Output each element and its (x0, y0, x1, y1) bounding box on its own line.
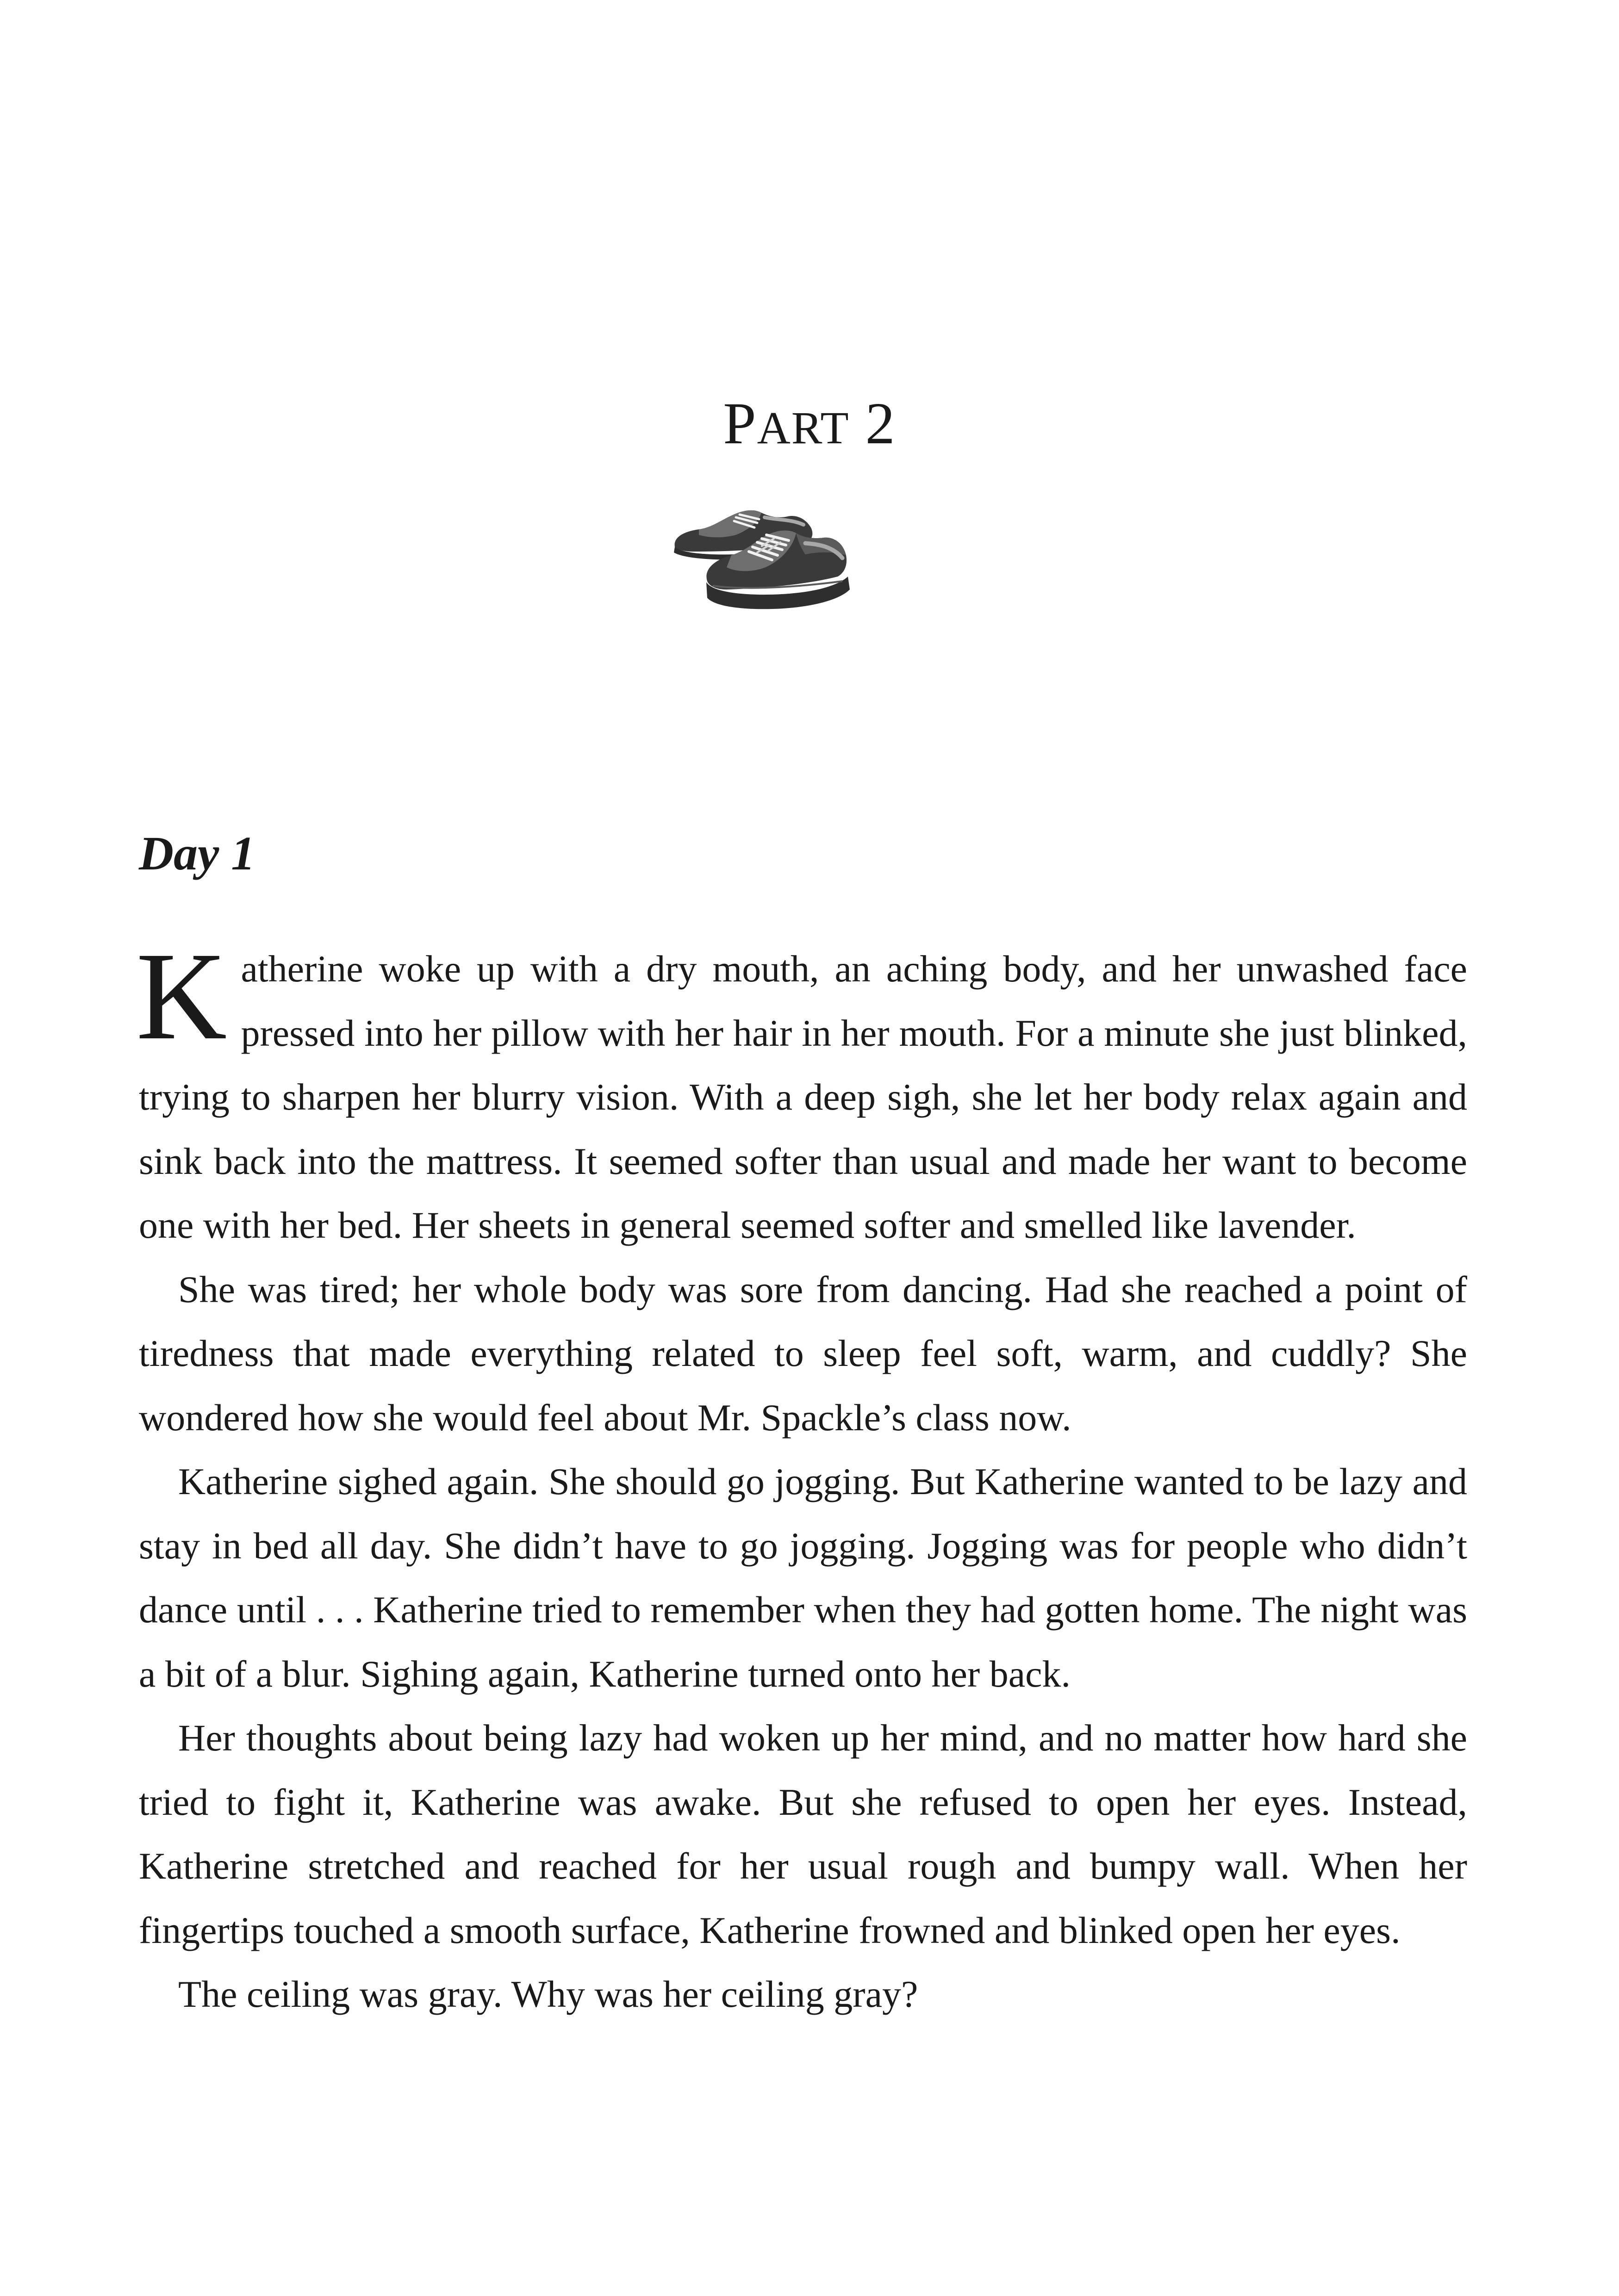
part-heading-word: ART (757, 402, 850, 453)
paragraph-first (136, 926, 1467, 1258)
drop-cap: K (136, 926, 227, 1066)
paragraph: Her thoughts about being lazy had woken up her mind, and no matter how hard she tried to fight it, Katherine was awake. But she refused to open her eyes. Instead, Katherine stretched and reached for her usual rough and bumpy wall. When her fingertips touched a smooth surface, Katherine frowned and blinked open her eyes. (139, 1717, 1467, 1951)
paragraph-first-text: atherine woke up with a dry mouth, an aching body, and her unwashed face pressed into her pillow with her hair in her mouth. For a minute she just blinked, trying to sharpen her blurry vision. With a deep sigh, she let her body relax again and sink back into the mattress. It seemed softer than usual and made her want to become one with her bed. Her sheets in general seemed softer and smelled like lavender. (139, 948, 1467, 1246)
part-heading (0, 389, 1619, 463)
chapter-body (136, 926, 1467, 2027)
paragraph: She was tired; her whole body was sore from dancing. Had she reached a point of tiredness that made everything related to sleep feel soft, warm, and cuddly? She wondered how she would feel about Mr. Spackle’s class now. (139, 1268, 1467, 1439)
part-heading-lead-letter: P (723, 391, 757, 456)
sneakers-icon (666, 490, 852, 625)
paragraph: The ceiling was gray. Why was her ceiling gray? (178, 1973, 918, 2015)
paragraph: Katherine sighed again. She should go jogging. But Katherine wanted to be lazy and stay in bed all day. She didn’t have to go jogging. Jogging was for people who didn’t dance until . . . Katherine tried to remember when they had gotten home. The night was a bit of a blur. Sighing again, Katherine turned onto her back. (139, 1460, 1467, 1695)
chapter-title: Day 1 (139, 827, 255, 880)
part-number: 2 (865, 391, 896, 456)
